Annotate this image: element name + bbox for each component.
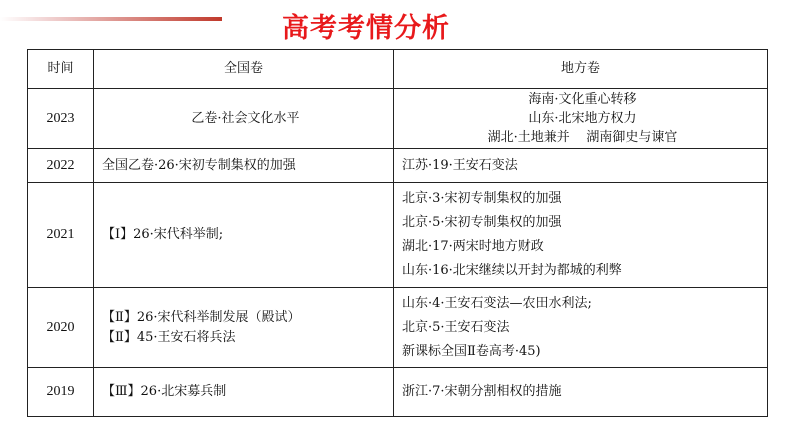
national-item: 乙卷·社会文化水平 (191, 110, 300, 126)
local-cell (394, 183, 768, 288)
table-header-row (28, 50, 768, 89)
year-cell: 2019 (28, 368, 94, 417)
year-cell: 2020 (28, 288, 94, 368)
national-item: 【Ⅰ】26·宋代科举制; (102, 227, 224, 242)
national-cell (94, 183, 394, 288)
local-item: 北京·5·王安石变法 (402, 319, 510, 335)
table-row (28, 89, 768, 149)
local-item: 山东·4·王安石变法—农田水利法; (402, 295, 592, 311)
year-cell: 2023 (28, 89, 94, 149)
local-item: 海南·文化重心转移 (528, 92, 637, 107)
table-row (28, 288, 768, 368)
local-item: 新课标全国Ⅱ卷高考·45) (402, 343, 541, 359)
local-item: 湖北·17·两宋时地方财政 (402, 239, 544, 254)
title-decoration-bar (0, 17, 222, 21)
local-item: 北京·3·宋初专制集权的加强 (402, 191, 562, 206)
local-item: 北京·5·宋初专制集权的加强 (402, 215, 562, 230)
header-local: 地方卷 (394, 50, 768, 89)
year-cell: 2021 (28, 183, 94, 288)
national-cell (94, 89, 394, 149)
header-national: 全国卷 (94, 50, 394, 89)
header-time: 时间 (28, 50, 94, 89)
table-row (28, 368, 768, 417)
local-item: 江苏·19·王安石变法 (402, 157, 518, 173)
national-item: 全国乙卷·26·宋初专制集权的加强 (102, 157, 296, 173)
national-item: 【Ⅱ】26·宋代科举制发展（殿试） (102, 309, 301, 325)
national-cell (94, 149, 394, 183)
local-cell (394, 288, 768, 368)
table-row (28, 183, 768, 288)
table-row (28, 149, 768, 183)
national-cell (94, 368, 394, 417)
local-cell (394, 368, 768, 417)
national-item: 【Ⅲ】26·北宋募兵制 (102, 384, 227, 399)
local-cell (394, 89, 768, 149)
local-item: 湖北·土地兼并 湖南御史与谏官 (487, 130, 678, 145)
national-cell (94, 288, 394, 368)
local-cell (394, 149, 768, 183)
local-item: 山东·北宋地方权力 (528, 111, 637, 126)
local-item: 山东·16·北宋继续以开封为都城的利弊 (402, 263, 622, 278)
exam-analysis-table (27, 49, 768, 417)
national-item: 【Ⅱ】45·王安石将兵法 (102, 329, 236, 345)
year-cell: 2022 (28, 149, 94, 183)
local-item: 浙江·7·宋朝分割相权的措施 (402, 384, 562, 399)
page-title: 高考考情分析 (282, 13, 450, 44)
